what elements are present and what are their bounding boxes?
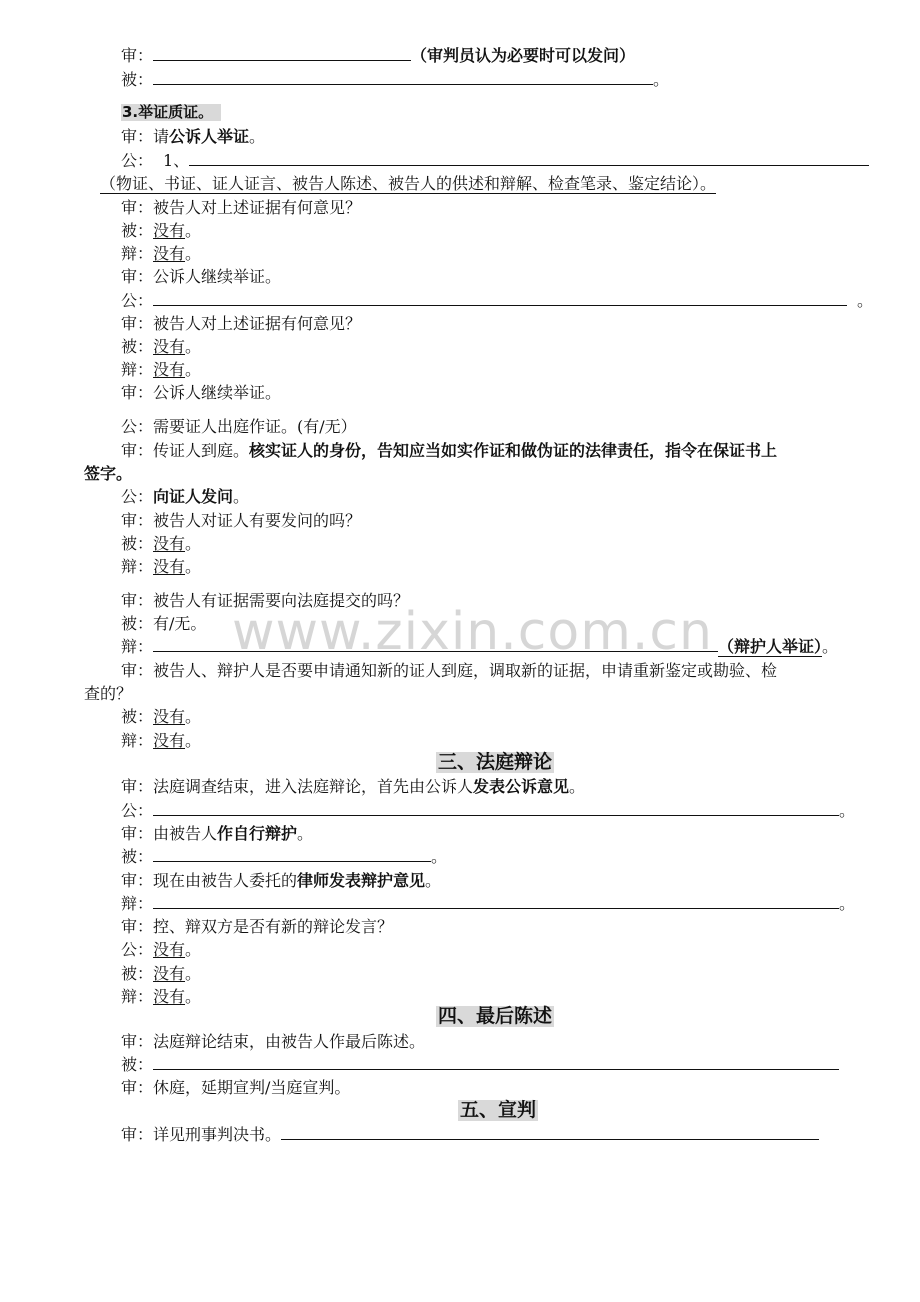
- text: 公诉人继续举证。: [153, 383, 282, 402]
- speaker-label: 公：: [121, 291, 154, 310]
- speaker-label: 审：: [121, 917, 154, 936]
- speaker-label: 审：: [121, 824, 154, 843]
- line-l15: [121, 419, 357, 435]
- blank-line: [153, 48, 411, 61]
- line-l23: [121, 616, 206, 632]
- line-l32: [121, 849, 447, 865]
- speaker-label: 审：: [121, 46, 154, 65]
- underlined-text: 没有: [153, 964, 186, 983]
- watermark: www.zixin.com.cn: [232, 602, 713, 662]
- speaker-label: 公：: [121, 417, 154, 436]
- speaker-label: 被：: [121, 337, 154, 356]
- text: 传证人到庭。: [153, 441, 250, 460]
- section-evidence: 3.举证质证。: [121, 104, 221, 121]
- text: 。: [425, 871, 442, 890]
- line-l6: [121, 200, 361, 216]
- line-l22: [121, 593, 409, 609]
- text: 。: [185, 337, 202, 356]
- blank-line: [153, 72, 653, 85]
- text: 。: [185, 534, 202, 553]
- underlined-text: 没有: [153, 731, 186, 750]
- text: 。: [185, 707, 202, 726]
- blank-line: [281, 1127, 819, 1140]
- speaker-label: 审：: [121, 591, 154, 610]
- text: 请: [153, 127, 170, 146]
- period: 。: [822, 637, 839, 656]
- speaker-label: 辩：: [121, 731, 154, 750]
- line-l10: [121, 293, 873, 309]
- text: 1、: [163, 151, 190, 170]
- line-l40: [121, 1057, 839, 1073]
- speaker-label: 审：: [121, 1125, 154, 1144]
- underlined-text: 没有: [153, 940, 186, 959]
- line-l3: [121, 129, 265, 145]
- speaker-label: 审：: [121, 871, 154, 890]
- line-l35: [121, 919, 393, 935]
- heading-court-debate: 三、法庭辩论: [438, 751, 553, 773]
- text: 控、辩双方是否有新的辩论发言？: [153, 917, 394, 936]
- line-l38: [121, 989, 201, 1005]
- line-l39: [121, 1034, 425, 1050]
- speaker-label: 公：: [121, 487, 154, 506]
- speaker-label: 审：: [121, 383, 154, 402]
- underlined-text: 没有: [153, 337, 186, 356]
- text: 。: [233, 487, 250, 506]
- text: 有/无。: [153, 614, 207, 633]
- line-l30: [121, 803, 855, 819]
- text: 被告人有证据需要向法庭提交的吗？: [153, 591, 410, 610]
- blank-line: [153, 849, 431, 862]
- text: 。: [569, 777, 586, 796]
- speaker-label: 被：: [121, 614, 154, 633]
- underlined-text: 没有: [153, 221, 186, 240]
- period: 。: [839, 801, 856, 820]
- underlined-text: 没有: [153, 987, 186, 1006]
- note: （审判员认为必要时可以发问）: [411, 46, 636, 65]
- speaker-label: 辩：: [121, 894, 154, 913]
- speaker-label: 辩：: [121, 987, 154, 1006]
- line-l13: [121, 362, 201, 378]
- underlined-text: 没有: [153, 557, 186, 576]
- blank-line: [153, 896, 839, 909]
- underlined-text: 没有: [153, 360, 186, 379]
- underlined-text: 没有: [153, 534, 186, 553]
- line-l34: [121, 896, 855, 912]
- bold-text: 作自行辩护: [217, 824, 298, 843]
- line-l20: [121, 536, 201, 552]
- line-l4: [121, 153, 869, 169]
- speaker-label: 被：: [121, 70, 154, 89]
- line-l42: [121, 1127, 819, 1143]
- text: 公诉人继续举证。: [153, 267, 282, 286]
- text: 需要证人出庭作证。(有/无）: [153, 417, 357, 436]
- period: 。: [857, 291, 874, 310]
- line-l36: [121, 942, 201, 958]
- bold-text: 公诉人举证: [169, 127, 250, 146]
- speaker-label: 被：: [121, 964, 154, 983]
- line-l14: [121, 385, 281, 401]
- text: 被告人对上述证据有何意见？: [153, 314, 362, 333]
- line-l25: [121, 663, 777, 679]
- speaker-label: 审：: [121, 1078, 154, 1097]
- speaker-label: 审：: [121, 314, 154, 333]
- speaker-label: 审：: [121, 198, 154, 217]
- heading-final-statement: 四、最后陈述: [438, 1005, 553, 1027]
- line-l5: [100, 176, 716, 194]
- line-l37: [121, 966, 201, 982]
- bold-text: 律师发表辩护意见: [297, 871, 426, 890]
- text: 休庭，延期宣判/当庭宣判。: [153, 1078, 351, 1097]
- text: 。: [185, 221, 202, 240]
- speaker-label: 辩：: [121, 557, 154, 576]
- speaker-label: 审：: [121, 1032, 154, 1051]
- text: 。: [185, 557, 202, 576]
- line-l12: [121, 339, 201, 355]
- blank-line: [153, 293, 847, 306]
- text: 。: [249, 127, 266, 146]
- text: 由被告人: [153, 824, 218, 843]
- period: 。: [653, 70, 670, 89]
- line-l16: [121, 443, 777, 459]
- speaker-label: 审：: [121, 267, 154, 286]
- line-l7: [121, 223, 201, 239]
- line-l17: 签字。: [84, 464, 133, 483]
- line-l41: [121, 1080, 350, 1096]
- text: 被告人对证人有要发问的吗？: [153, 511, 362, 530]
- line-judge-question: [121, 48, 635, 64]
- blank-line: [153, 1057, 839, 1070]
- line-l28: [121, 733, 201, 749]
- underlined-text: 没有: [153, 244, 186, 263]
- line-l26: 查的？: [84, 684, 133, 703]
- text: 法庭辩论结束，由被告人作最后陈述。: [153, 1032, 426, 1051]
- heading-verdict: 五、宣判: [460, 1099, 537, 1121]
- speaker-label: 辩：: [121, 244, 154, 263]
- speaker-label: 被：: [121, 534, 154, 553]
- line-l33: [121, 873, 441, 889]
- underlined-text: 没有: [153, 707, 186, 726]
- speaker-label: 公：: [121, 801, 154, 820]
- text: 。: [297, 824, 314, 843]
- period: 。: [839, 894, 856, 913]
- bold-text: （辩护人举证）: [718, 637, 823, 656]
- blank-line: [153, 803, 839, 816]
- speaker-label: 被：: [121, 1055, 154, 1074]
- bold-text: 向证人发问: [153, 487, 234, 506]
- text: 详见刑事判决书。: [153, 1125, 282, 1144]
- text: 。: [185, 360, 202, 379]
- blank-line: [153, 639, 718, 652]
- speaker-label: 公：: [121, 940, 154, 959]
- text: 。: [185, 964, 202, 983]
- line-l18: [121, 489, 249, 505]
- speaker-label: 被：: [121, 221, 154, 240]
- speaker-label: 公：: [121, 151, 154, 170]
- speaker-label: 审：: [121, 441, 154, 460]
- text: 。: [185, 731, 202, 750]
- speaker-label: 被：: [121, 707, 154, 726]
- text: （物证、书证、证人证言、被告人陈述、被告人的供述和辩解、检查笔录、鉴定结论）。: [100, 174, 717, 193]
- text: 被告人、辩护人是否要申请通知新的证人到庭，调取新的证据，申请重新鉴定或勘验、检: [153, 661, 778, 680]
- line-l31: [121, 826, 313, 842]
- line-l11: [121, 316, 361, 332]
- line-l29: [121, 779, 585, 795]
- period: 。: [431, 847, 448, 866]
- line-l24: [121, 639, 838, 655]
- text: 法庭调查结束，进入法庭辩论，首先由公诉人: [153, 777, 474, 796]
- speaker-label: 审：: [121, 777, 154, 796]
- text: 。: [185, 244, 202, 263]
- line-l19: [121, 513, 361, 529]
- speaker-label: 辩：: [121, 637, 154, 656]
- bold-text: 发表公诉意见: [473, 777, 570, 796]
- line-l9: [121, 269, 281, 285]
- speaker-label: 审：: [121, 661, 154, 680]
- text: 。: [185, 940, 202, 959]
- blank-line: [189, 153, 869, 166]
- line-l27: [121, 709, 201, 725]
- speaker-label: 辩：: [121, 360, 154, 379]
- bold-text: 核实证人的身份，告知应当如实作证和做伪证的法律责任，指令在保证书上: [249, 441, 778, 460]
- text: 现在由被告人委托的: [153, 871, 298, 890]
- line-defendant-answer: [121, 72, 669, 88]
- speaker-label: 审：: [121, 127, 154, 146]
- text: 被告人对上述证据有何意见？: [153, 198, 362, 217]
- line-l21: [121, 559, 201, 575]
- speaker-label: 被：: [121, 847, 154, 866]
- line-l8: [121, 246, 201, 262]
- text: 。: [185, 987, 202, 1006]
- speaker-label: 审：: [121, 511, 154, 530]
